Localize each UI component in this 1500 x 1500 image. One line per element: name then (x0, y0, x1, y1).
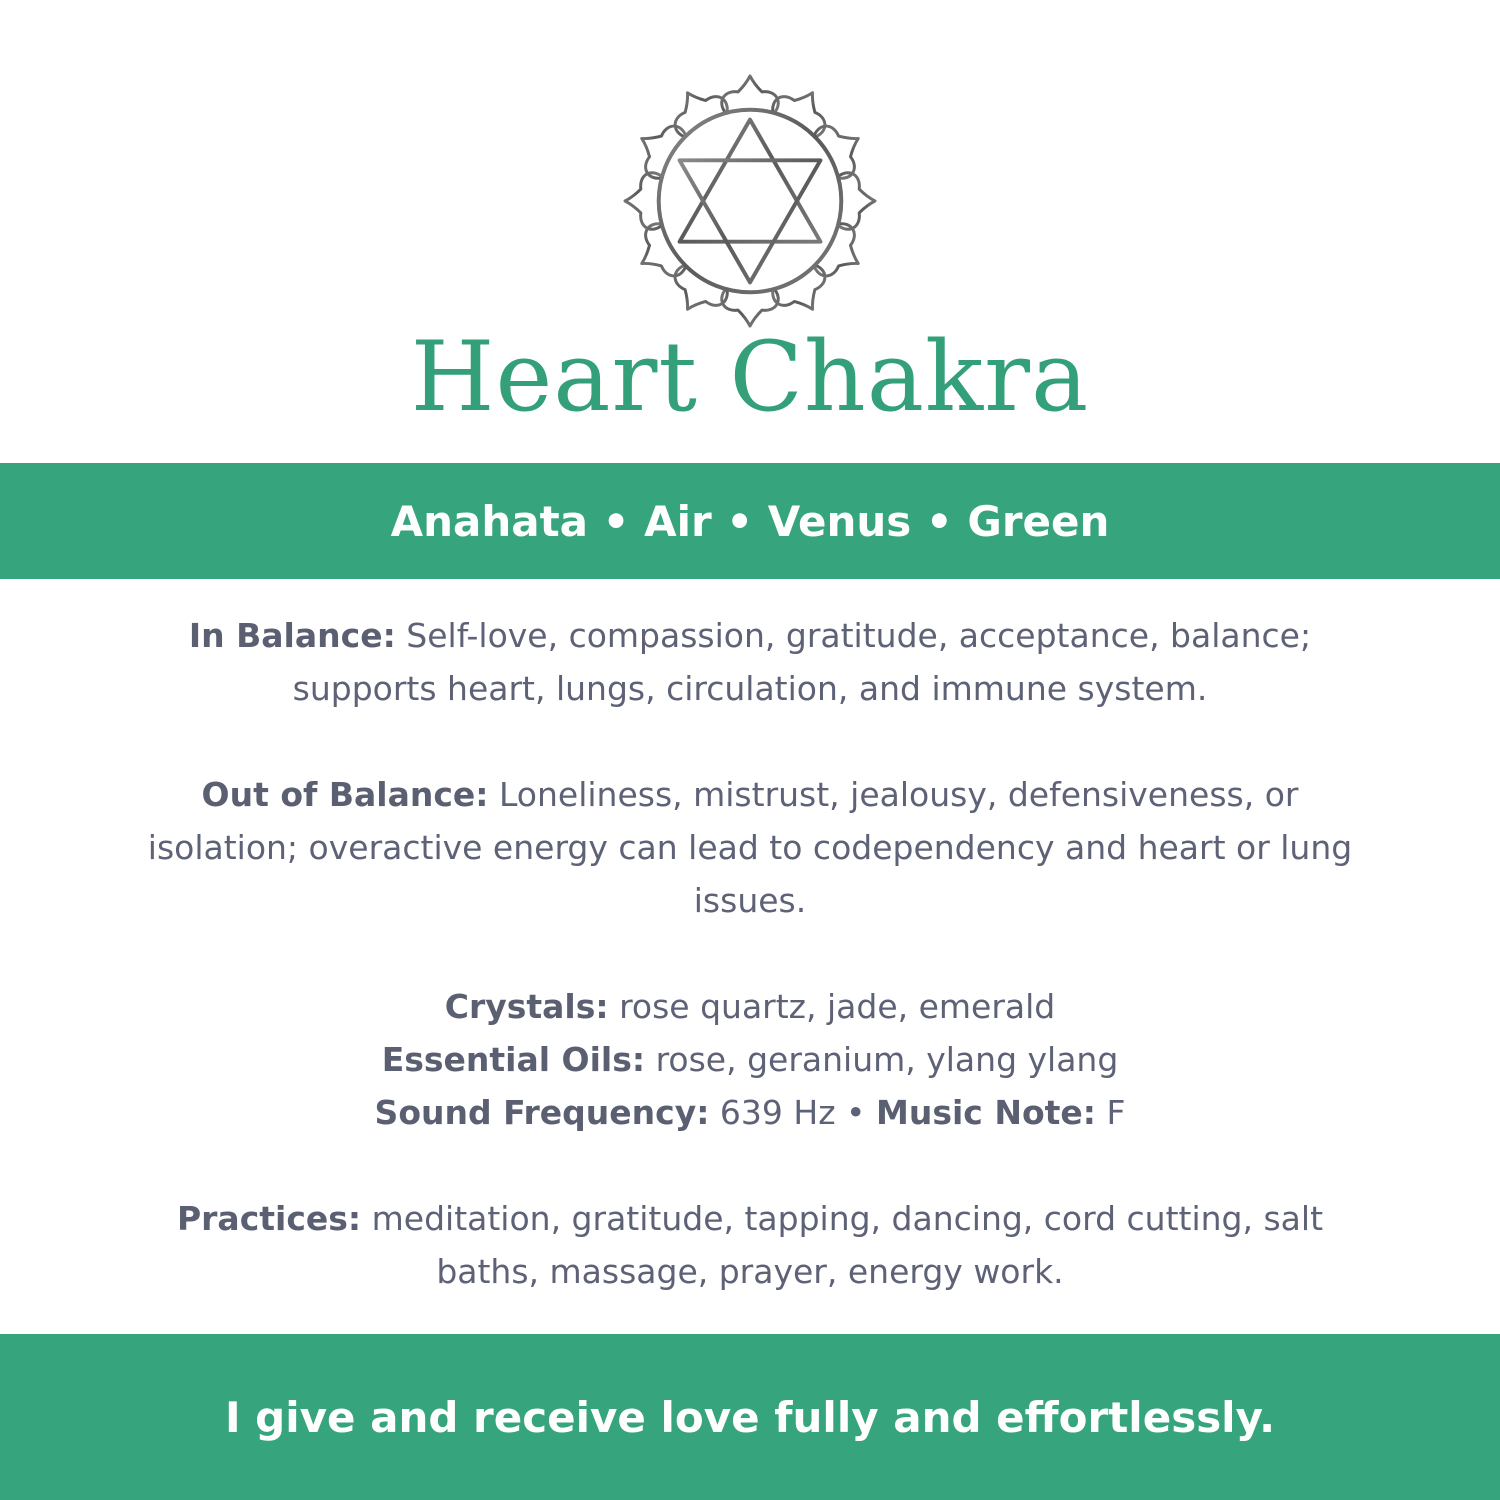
attributes-text: Anahata • Air • Venus • Green (390, 496, 1110, 546)
essential-oils-label: Essential Oils: (381, 1040, 646, 1079)
out-of-balance-label: Out of Balance: (201, 775, 489, 814)
crystals-label: Crystals: (444, 987, 609, 1026)
out-of-balance-section (140, 768, 1360, 927)
in-balance-label: In Balance: (188, 616, 396, 655)
in-balance-section (140, 609, 1360, 715)
affirmation-text: I give and receive love fully and effortlessly. (224, 1392, 1276, 1442)
in-balance-text: Self-love, compassion, gratitude, acceptance, balance; supports heart, lungs, circulation, and immune system. (292, 616, 1312, 708)
practices-text: meditation, gratitude, tapping, dancing, cord cutting, salt baths, massage, prayer, energy work. (361, 1199, 1324, 1291)
properties-section (140, 980, 1360, 1139)
sound-line (140, 1086, 1360, 1139)
music-note-value: F (1095, 1093, 1126, 1132)
sound-frequency-label: Sound Frequency: (374, 1093, 710, 1132)
page-title: Heart Chakra (410, 321, 1090, 433)
practices-label: Practices: (176, 1199, 362, 1238)
practices-section (140, 1192, 1360, 1298)
crystals-line (140, 980, 1360, 1033)
sound-frequency-value: 639 Hz • (709, 1093, 876, 1132)
out-of-balance-text: Loneliness, mistrust, jealousy, defensiveness, or isolation; overactive energy can lead to codependency and heart or lung issues. (147, 775, 1353, 920)
essential-oils-line (140, 1033, 1360, 1086)
essential-oils-text: rose, geranium, ylang ylang (645, 1040, 1119, 1079)
crystals-text: rose quartz, jade, emerald (608, 987, 1056, 1026)
music-note-label: Music Note: (875, 1093, 1096, 1132)
attributes-band (0, 463, 1500, 579)
heart-chakra-lotus-icon (621, 72, 879, 330)
affirmation-band (0, 1334, 1500, 1500)
